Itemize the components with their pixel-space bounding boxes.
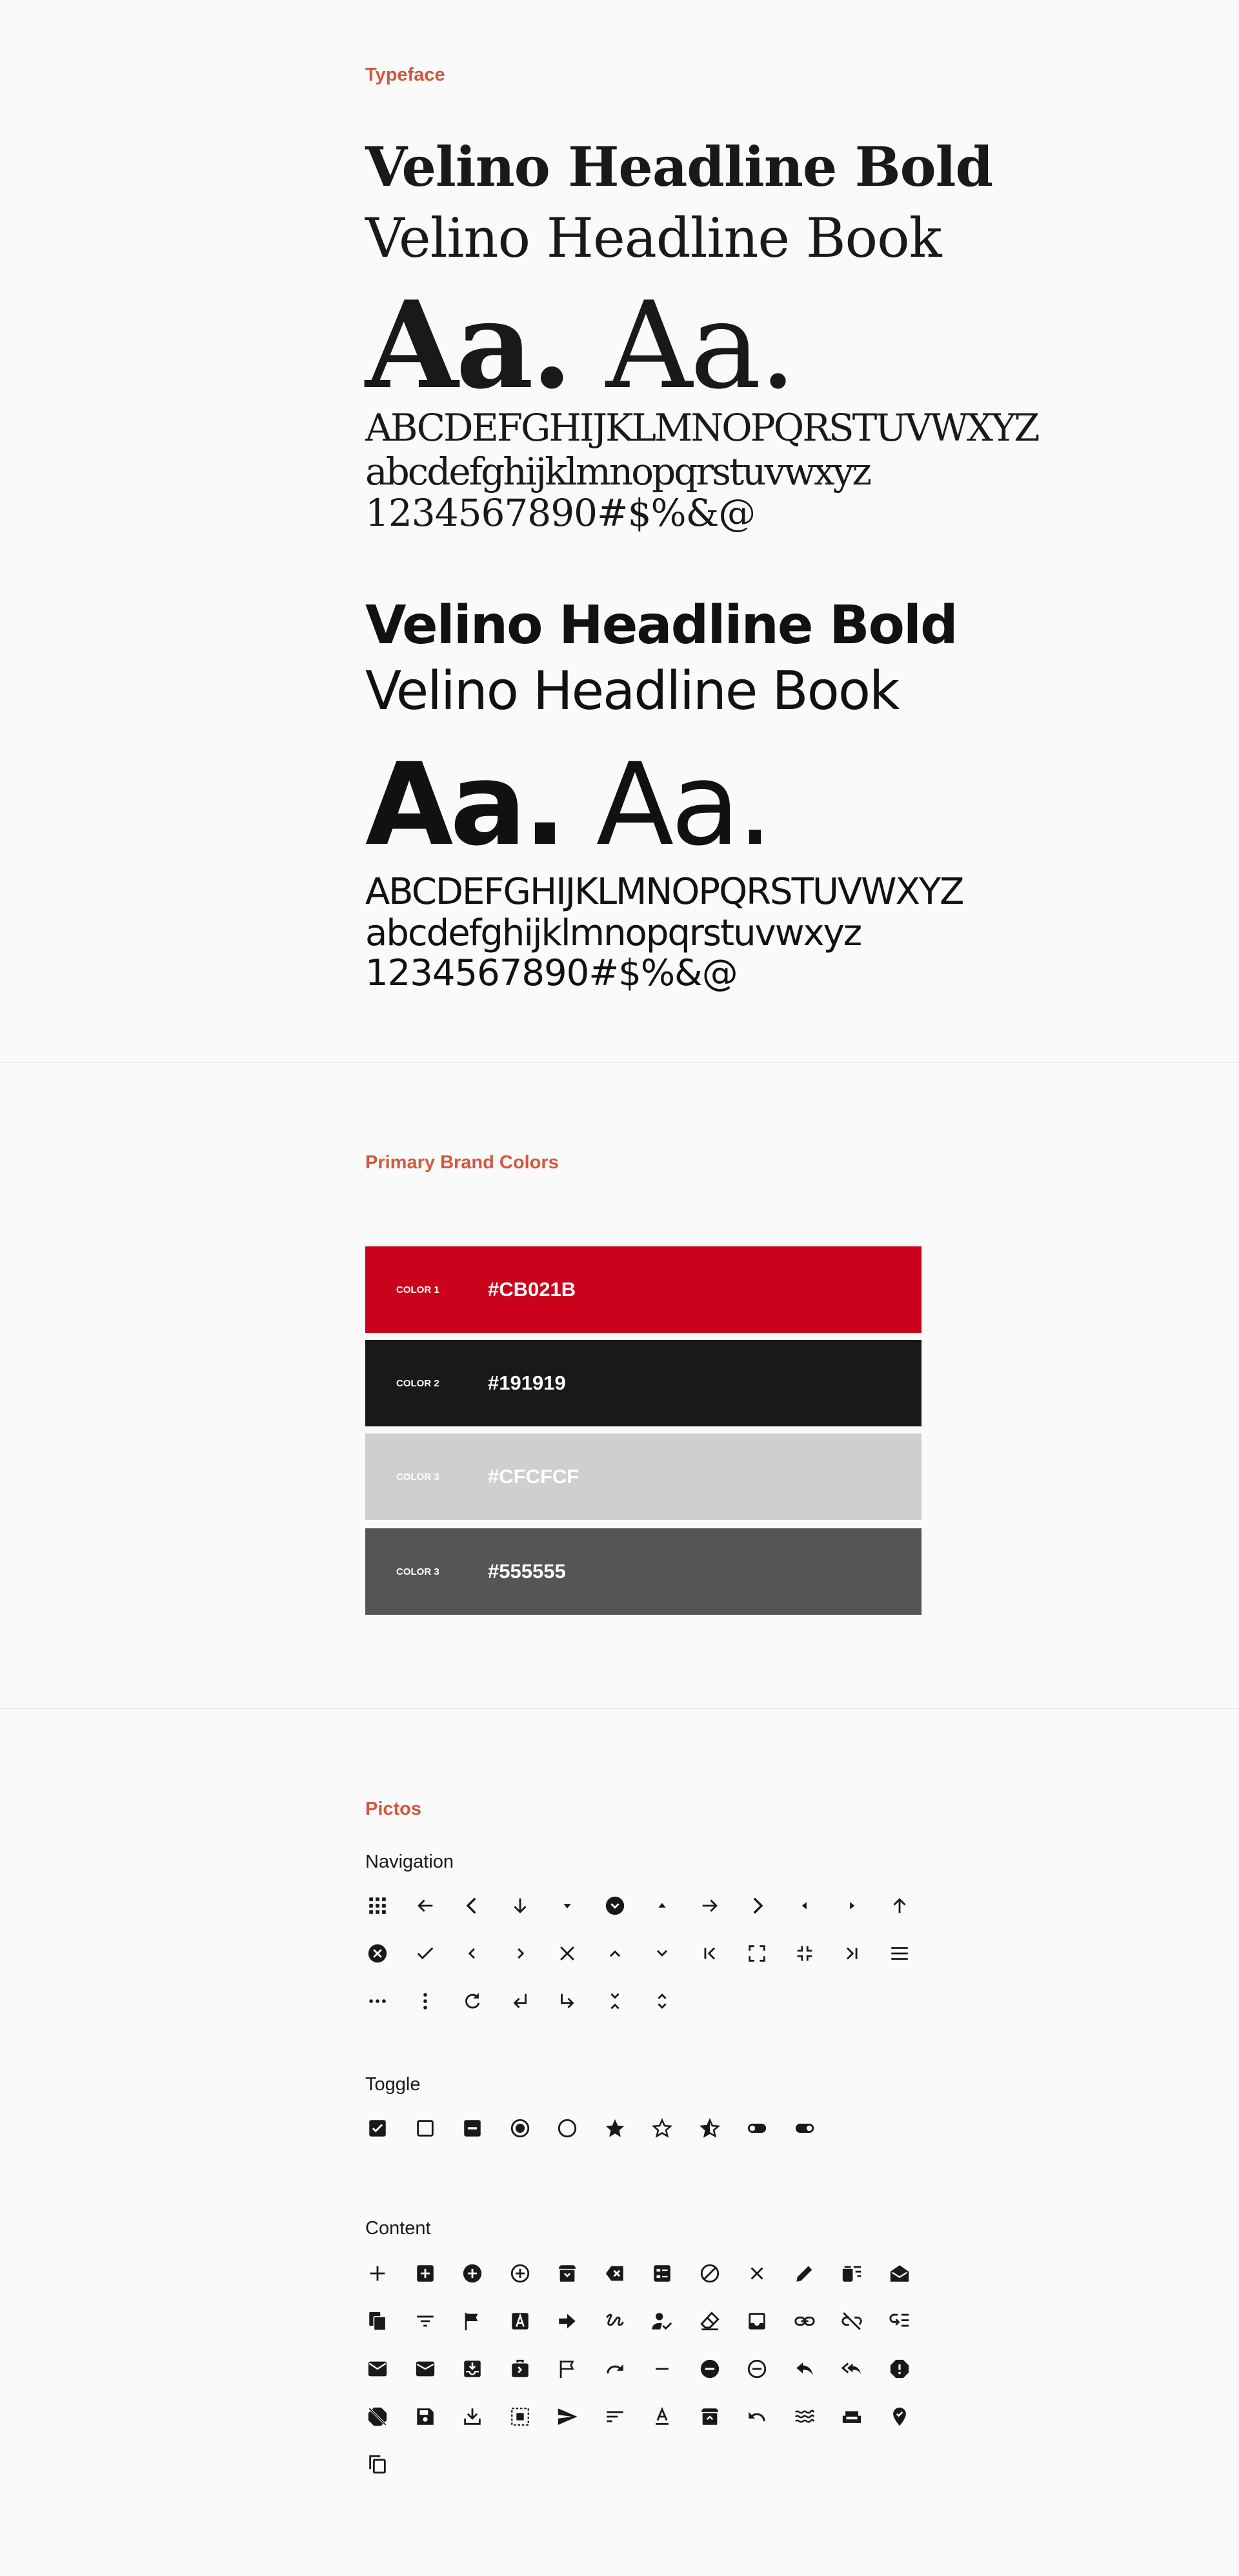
sans-glyph-book: Aa. (596, 739, 770, 871)
star-outline-icon (650, 2116, 674, 2141)
waves-icon (792, 2404, 817, 2429)
star-half-icon (698, 2116, 722, 2141)
color-swatch (365, 1340, 922, 1426)
create-icon (792, 2261, 817, 2286)
remove-icon (650, 2357, 674, 2381)
unfold-more-icon (650, 1989, 674, 2013)
unarchive-icon (698, 2404, 722, 2429)
color-swatch (365, 1528, 922, 1615)
serif-uppercase: ABCDEFGHIJKLMNOPQRSTUVWXYZ (365, 406, 1038, 450)
checkbox-empty-icon (413, 2116, 438, 2141)
clear-icon (745, 2261, 769, 2286)
weekend-icon (840, 2404, 864, 2429)
more-vertical-icon (413, 1989, 438, 2013)
archive-icon (555, 2261, 579, 2286)
link-icon (792, 2309, 817, 2333)
radio-empty-icon (555, 2116, 579, 2141)
sans-bold-title: Velino Headline Bold (365, 595, 957, 656)
chevron-up-icon (603, 1941, 627, 1966)
color-swatch-hex: #555555 (488, 1560, 566, 1583)
send-icon (555, 2404, 579, 2429)
add-icon (365, 2261, 390, 2286)
more-horizontal-icon (365, 1989, 390, 2013)
section-divider (0, 1062, 1239, 1063)
chevron-down-circle-icon (603, 1893, 627, 1918)
backspace-icon (603, 2261, 627, 2286)
apps-grid-icon (365, 1893, 390, 1918)
caret-right-icon (840, 1893, 864, 1918)
color-swatch-hex: #CFCFCF (488, 1465, 579, 1488)
checkbox-indeterminate-icon (460, 2116, 485, 2141)
color-swatch (365, 1433, 922, 1520)
sans-glyph-bold: Aa. (365, 739, 563, 871)
color-swatch-label: COLOR 3 (396, 1566, 439, 1577)
sans-book-title: Velino Headline Book (365, 661, 899, 722)
ballot-icon (650, 2261, 674, 2286)
color-swatch-hex: #191919 (488, 1372, 566, 1394)
caret-down-icon (555, 1893, 579, 1918)
arrow-down-icon (508, 1893, 532, 1918)
forward-icon (555, 2309, 579, 2333)
toggle-on-icon (792, 2116, 817, 2141)
flag-icon (460, 2309, 485, 2333)
chevron-right-icon (745, 1893, 769, 1918)
first-page-icon (698, 1941, 722, 1966)
chevron-left-small-icon (460, 1941, 485, 1966)
picto-group-title-content: Content (365, 2218, 431, 2239)
save-icon (413, 2404, 438, 2429)
refresh-icon (460, 1989, 485, 2013)
colors-eyebrow: Primary Brand Colors (365, 1152, 559, 1173)
serif-numbers: 1234567890#$%&@ (365, 491, 756, 535)
sans-glyph-sample (365, 741, 770, 870)
move-to-inbox-icon (460, 2357, 485, 2381)
chevron-left-icon (460, 1893, 485, 1918)
pictos-eyebrow: Pictos (365, 1799, 422, 1819)
check-icon (413, 1941, 438, 1966)
caret-up-icon (650, 1893, 674, 1918)
redo-icon (603, 2357, 627, 2381)
serif-book-title: Velino Headline Book (365, 206, 942, 270)
filter-list-icon (413, 2309, 438, 2333)
where-to-vote-icon (887, 2404, 912, 2429)
gesture-icon (603, 2309, 627, 2333)
serif-glyph-sample (365, 274, 795, 415)
remove-circle-icon (698, 2357, 722, 2381)
add-box-icon (413, 2261, 438, 2286)
save-alt-icon (460, 2404, 485, 2429)
report-icon (887, 2357, 912, 2381)
arrow-left-icon (413, 1893, 438, 1918)
sort-icon (603, 2404, 627, 2429)
add-circle-icon (460, 2261, 485, 2286)
font-download-icon (508, 2309, 532, 2333)
unfold-less-icon (603, 1989, 627, 2013)
section-divider (0, 1708, 1239, 1709)
color-swatch-label: COLOR 3 (396, 1471, 439, 1483)
star-filled-icon (603, 2116, 627, 2141)
markunread-icon (413, 2357, 438, 2381)
chevron-right-small-icon (508, 1941, 532, 1966)
ink-eraser-icon (698, 2309, 722, 2333)
arrow-up-icon (887, 1893, 912, 1918)
mail-icon (365, 2357, 390, 2381)
typeface-eyebrow: Typeface (365, 65, 445, 85)
chevron-down-icon (650, 1941, 674, 1966)
close-circle-icon (365, 1941, 390, 1966)
color-swatch-label: COLOR 2 (396, 1377, 439, 1389)
next-week-icon (508, 2357, 532, 2381)
reply-icon (792, 2357, 817, 2381)
inbox-icon (745, 2309, 769, 2333)
color-swatch (365, 1246, 922, 1333)
block-icon (698, 2261, 722, 2286)
reply-all-icon (840, 2357, 864, 2381)
picto-group-title-toggle: Toggle (365, 2074, 421, 2095)
content-copy-icon (365, 2452, 390, 2477)
fullscreen-exit-icon (792, 1941, 817, 1966)
serif-glyph-book: Aa. (605, 275, 795, 415)
how-to-reg-icon (650, 2309, 674, 2333)
subdirectory-right-icon (555, 1989, 579, 2013)
last-page-icon (840, 1941, 864, 1966)
remove-circle-outline-icon (745, 2357, 769, 2381)
report-off-icon (365, 2404, 390, 2429)
checkbox-checked-icon (365, 2116, 390, 2141)
fullscreen-icon (745, 1941, 769, 1966)
drafts-icon (887, 2261, 912, 2286)
serif-lowercase: abcdefghijklmnopqrstuvwxyz (365, 450, 870, 494)
link-off-icon (840, 2309, 864, 2333)
caret-left-icon (792, 1893, 817, 1918)
select-all-icon (508, 2404, 532, 2429)
sans-lowercase: abcdefghijklmnopqrstuvwxyz (365, 912, 861, 954)
add-circle-outline-icon (508, 2261, 532, 2286)
toggle-off-icon (745, 2116, 769, 2141)
serif-bold-title: Velino Headline Bold (365, 135, 993, 199)
undo-icon (745, 2404, 769, 2429)
delete-sweep-icon (840, 2261, 864, 2286)
sans-numbers: 1234567890#$%&@ (365, 952, 738, 994)
sans-uppercase: ABCDEFGHIJKLMNOPQRSTUVWXYZ (365, 871, 963, 913)
radio-checked-icon (508, 2116, 532, 2141)
file-copy-icon (365, 2309, 390, 2333)
picto-group-title-navigation: Navigation (365, 1852, 454, 1872)
color-swatch-hex: #CB021B (488, 1278, 576, 1301)
arrow-right-icon (698, 1893, 722, 1918)
menu-icon (887, 1941, 912, 1966)
color-swatch-label: COLOR 1 (396, 1284, 439, 1295)
outlined-flag-icon (555, 2357, 579, 2381)
close-icon (555, 1941, 579, 1966)
serif-glyph-bold: Aa. (365, 274, 570, 415)
subdirectory-left-icon (508, 1989, 532, 2013)
low-priority-icon (887, 2309, 912, 2333)
text-format-icon (650, 2404, 674, 2429)
